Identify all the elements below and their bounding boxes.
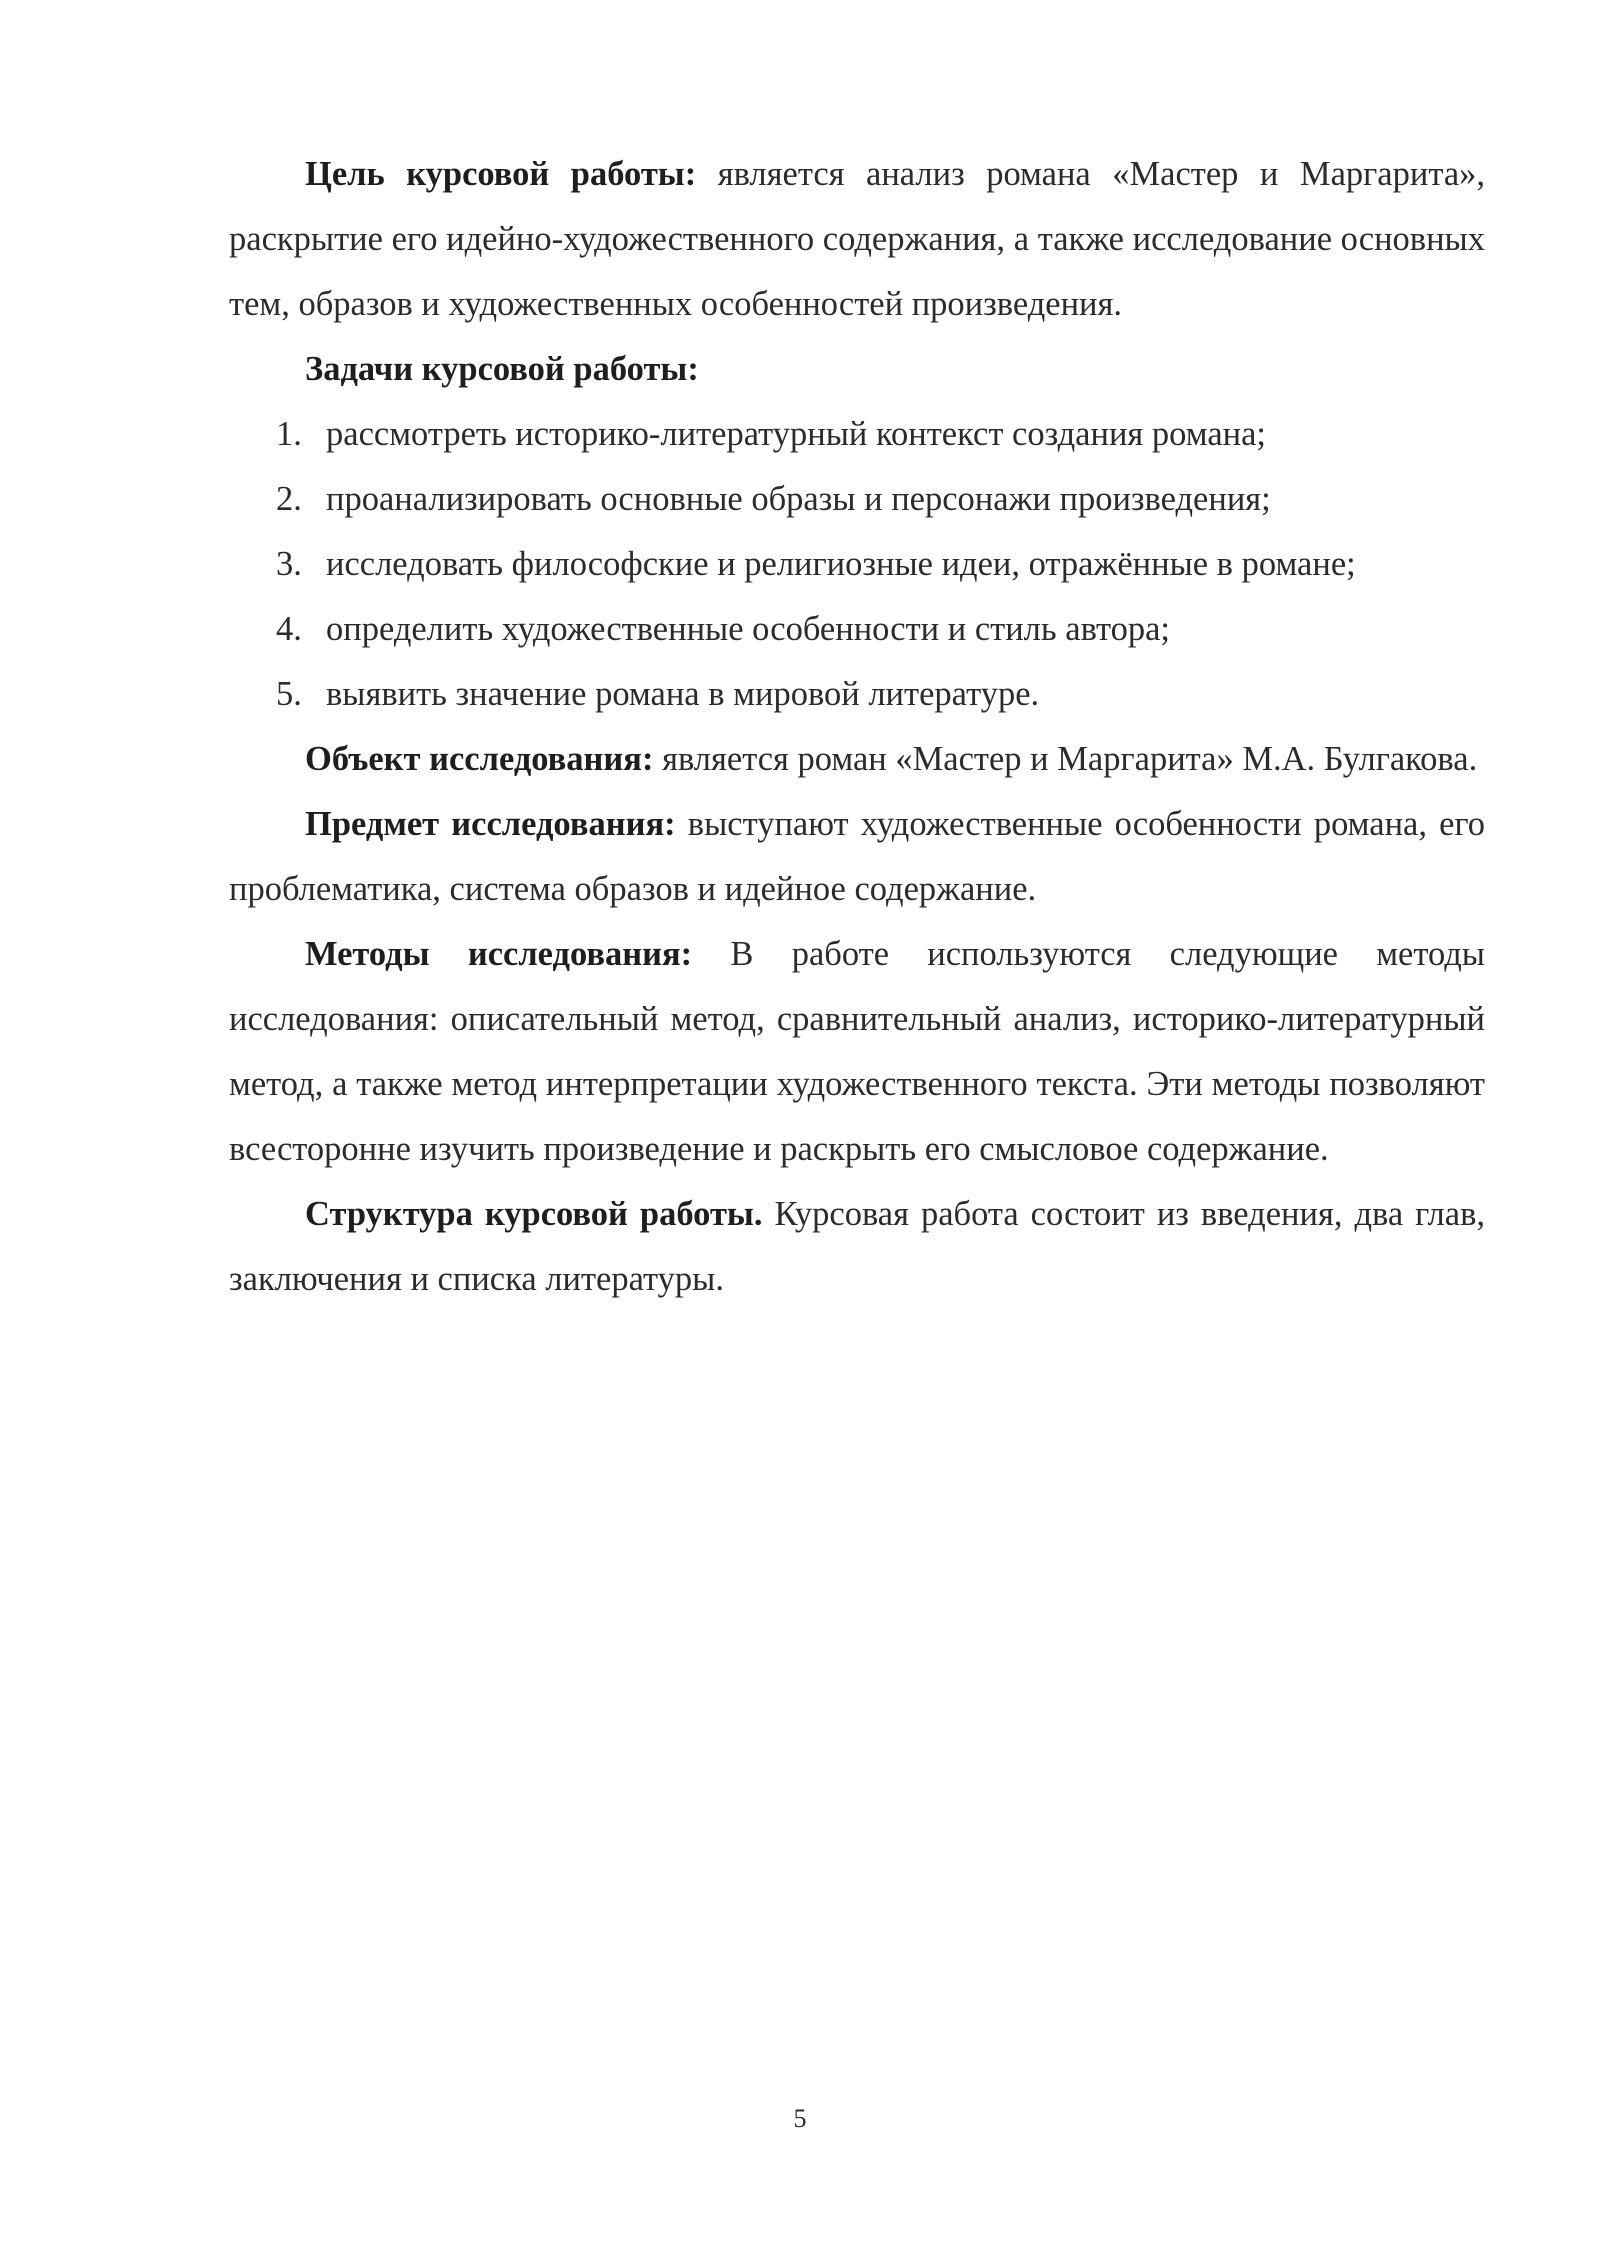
structure-text: Курсовая работа состоит из введения, два глав, заключения и списка литературы.	[229, 1195, 1485, 1298]
list-item-text: проанализировать основные образы и персонажи произведения;	[326, 480, 1271, 518]
list-item	[229, 662, 1485, 727]
goal-text: является анализ романа «Мастер и Маргарита», раскрытие его идейно-художественного содержания, а также исследование основных тем, образов и художественных особенностей произведения.	[229, 155, 1486, 323]
list-item-text: выявить значение романа в мировой литературе.	[326, 675, 1040, 713]
object-text: является роман «Мастер и Маргарита» М.А. Булгакова.	[653, 740, 1478, 778]
object-label: Объект исследования:	[305, 740, 654, 778]
list-item-text: исследовать философские и религиозные идеи, отражённые в романе;	[326, 545, 1356, 583]
list-item	[229, 532, 1485, 597]
methods-label: Методы исследования:	[305, 935, 693, 973]
page-number: 5	[793, 2104, 807, 2133]
methods-paragraph	[229, 922, 1485, 1182]
list-item-number: 5.	[276, 675, 302, 713]
list-item	[229, 597, 1485, 662]
list-item-number: 3.	[276, 545, 302, 583]
tasks-heading: Задачи курсовой работы:	[305, 350, 699, 388]
subject-text: выступают художественные особенности романа, его проблематика, система образов и идейное содержание.	[229, 805, 1485, 908]
page-content	[229, 142, 1485, 1312]
subject-paragraph	[229, 792, 1485, 922]
list-item-number: 1.	[276, 415, 302, 453]
object-paragraph	[229, 727, 1485, 792]
tasks-list	[229, 402, 1485, 727]
structure-paragraph	[229, 1182, 1485, 1312]
goal-paragraph	[229, 142, 1485, 337]
list-item-text: рассмотреть историко-литературный контекст создания романа;	[326, 415, 1267, 453]
list-item	[229, 467, 1485, 532]
tasks-heading-paragraph	[229, 337, 1485, 402]
methods-text: В работе используются следующие методы исследования: описательный метод, сравнительный анализ, историко-литературный метод, а также метод интерпретации художественного текста. Эти методы позволяют всесторонне изучить произведение и раскрыть его смысловое содержание.	[229, 935, 1485, 1168]
structure-label: Структура курсовой работы.	[305, 1195, 763, 1233]
goal-label: Цель курсовой работы:	[305, 155, 697, 193]
subject-label: Предмет исследования:	[305, 805, 676, 843]
list-item	[229, 402, 1485, 467]
list-item-number: 4.	[276, 610, 302, 648]
list-item-text: определить художественные особенности и стиль автора;	[326, 610, 1171, 648]
list-item-number: 2.	[276, 480, 302, 518]
